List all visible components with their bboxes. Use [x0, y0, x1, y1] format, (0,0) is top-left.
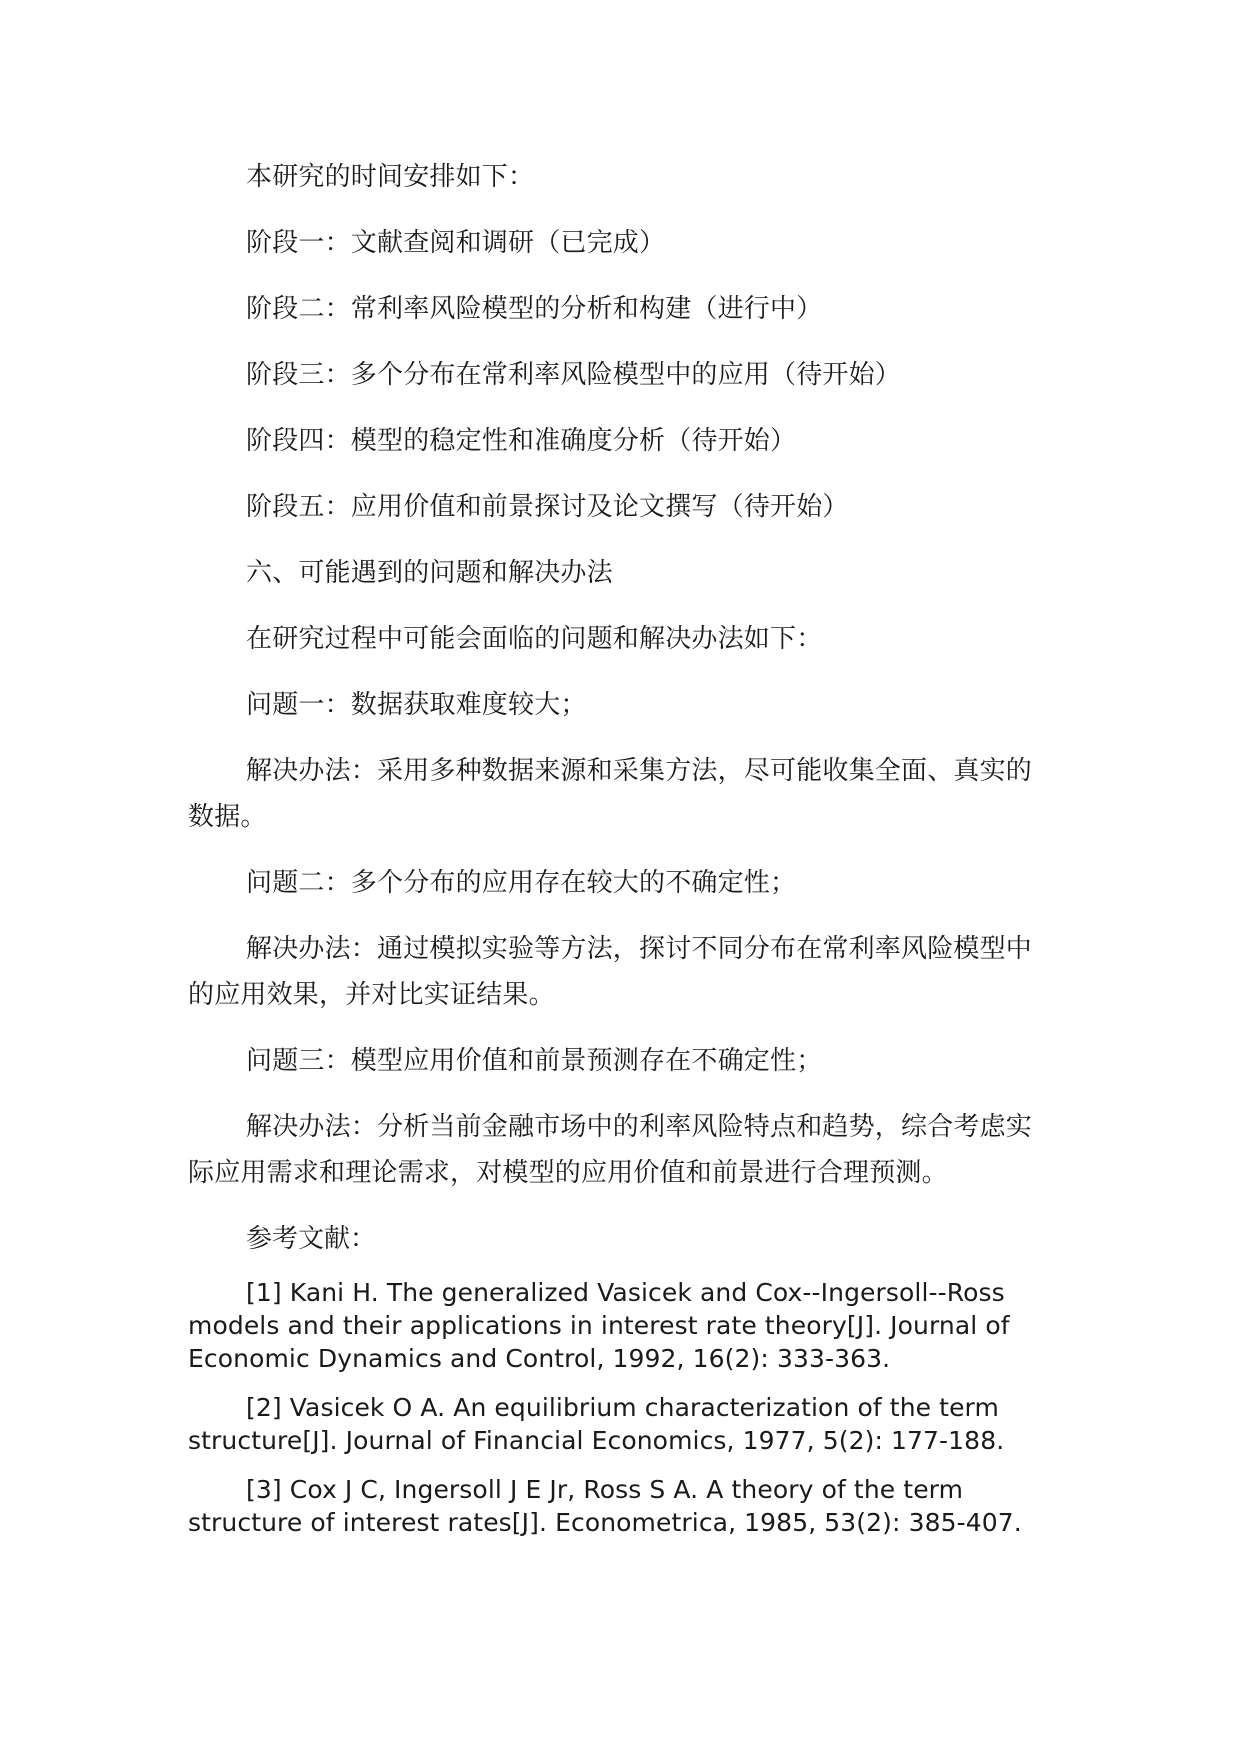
- stage-three: 阶段三：多个分布在常利率风险模型中的应用（待开始）: [246, 360, 902, 390]
- problem-one: 问题一：数据获取难度较大；: [246, 690, 587, 720]
- reference-item: [1] Kani H. The generalized Vasicek and Cox--Ingersoll--Ross models and their applications in interest rate theory[J]. Journal of Economic Dynamics and Control, 1992, 16(2): 333-363.: [188, 1278, 1010, 1373]
- references-heading: 参考文献：: [246, 1224, 377, 1254]
- solution-two: 解决办法：通过模拟实验等方法，探讨不同分布在常利率风险模型中的应用效果，并对比实证结果。: [188, 934, 1033, 1010]
- schedule-intro: 本研究的时间安排如下：: [246, 162, 535, 192]
- stage-two: 阶段二：常利率风险模型的分析和构建（进行中）: [246, 294, 823, 324]
- solution-three: 解决办法：分析当前金融市场中的利率风险特点和趋势，综合考虑实际应用需求和理论需求，对模型的应用价值和前景进行合理预测。: [188, 1112, 1033, 1188]
- stage-five: 阶段五：应用价值和前景探讨及论文撰写（待开始）: [246, 492, 849, 522]
- stage-one: 阶段一：文献查阅和调研（已完成）: [246, 228, 666, 258]
- problem-two: 问题二：多个分布的应用存在较大的不确定性；: [246, 868, 797, 898]
- reference-item: [2] Vasicek O A. An equilibrium characterization of the term structure[J]. Journal of Financial Economics, 1977, 5(2): 177-188.: [188, 1393, 1005, 1455]
- solution-one: 解决办法：采用多种数据来源和采集方法，尽可能收集全面、真实的数据。: [188, 756, 1033, 832]
- stage-four: 阶段四：模型的稳定性和准确度分析（待开始）: [246, 426, 797, 456]
- problems-intro: 在研究过程中可能会面临的问题和解决办法如下：: [246, 624, 823, 654]
- section-heading-problems: 六、可能遇到的问题和解决办法: [246, 558, 613, 588]
- reference-item: [3] Cox J C, Ingersoll J E Jr, Ross S A. A theory of the term structure of interest rates[J]. Econometrica, 1985, 53(2): 385-407.: [188, 1475, 1022, 1537]
- problem-three: 问题三：模型应用价值和前景预测存在不确定性；: [246, 1046, 823, 1076]
- document-page: [188, 154, 1040, 1555]
